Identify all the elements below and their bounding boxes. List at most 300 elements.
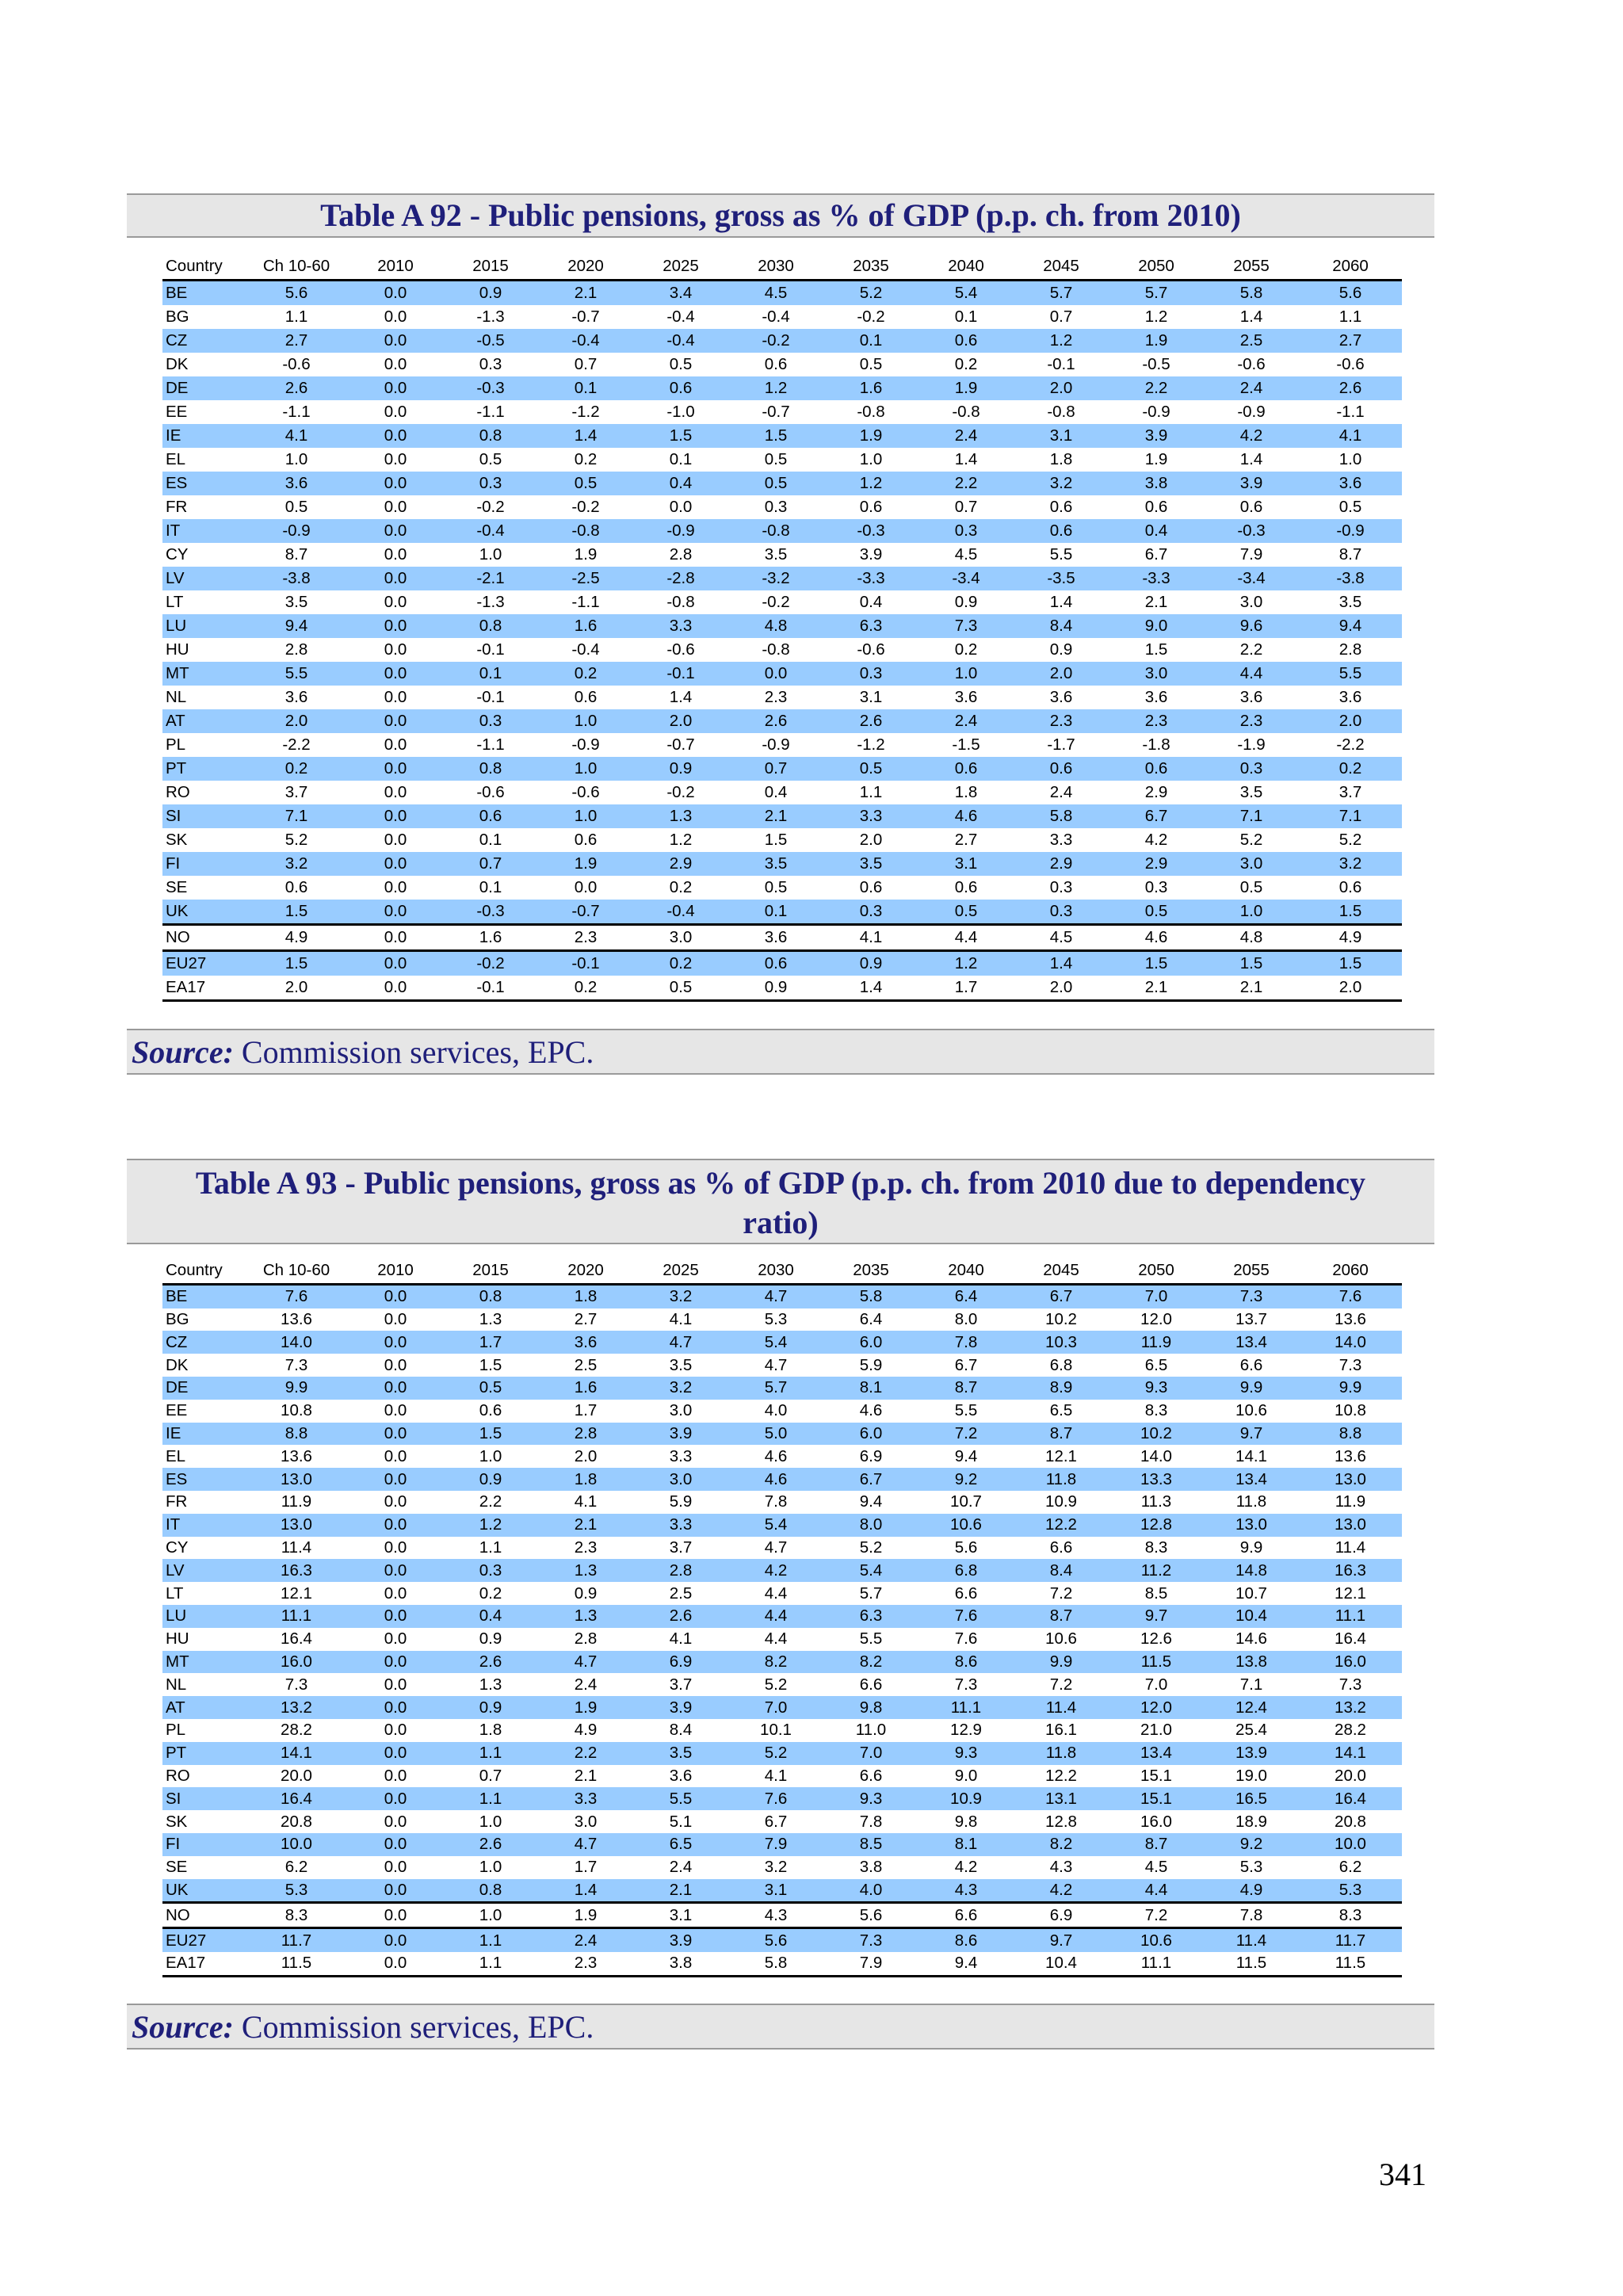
value-cell: -0.1 xyxy=(476,640,505,659)
value-cell: -0.6 xyxy=(571,783,600,801)
value-cell: 10.0 xyxy=(245,1833,348,1856)
value-cell: 3.2 xyxy=(633,1377,728,1400)
country-cell: PT xyxy=(162,1742,245,1765)
value-cell: 0.9 xyxy=(823,951,918,976)
value-cell: 11.1 xyxy=(1299,1605,1402,1628)
value-cell: 3.0 xyxy=(574,1812,598,1831)
value-cell: 6.6 xyxy=(859,1766,883,1785)
value-cell: -0.9 xyxy=(1237,403,1266,421)
country-cell: DK xyxy=(166,355,189,373)
value-cell: 3.6 xyxy=(285,688,308,706)
value-cell: 2.9 xyxy=(1144,783,1168,801)
value-cell: 6.6 xyxy=(1049,1538,1073,1557)
value-cell: -0.8 xyxy=(538,519,633,543)
value-cell: 5.5 xyxy=(1299,662,1402,686)
value-cell: -0.2 xyxy=(476,498,505,516)
value-cell: 1.9 xyxy=(823,424,918,448)
value-cell: -0.7 xyxy=(571,308,600,326)
value-cell: 1.0 xyxy=(538,804,633,828)
value-cell: 11.4 xyxy=(1335,1538,1366,1557)
value-cell: 7.8 xyxy=(859,1812,883,1831)
value-cell: 6.3 xyxy=(823,614,918,638)
value-cell: 9.4 xyxy=(1299,614,1402,638)
value-cell: 4.5 xyxy=(954,545,978,563)
value-cell: 9.4 xyxy=(859,1492,883,1511)
country-cell: HU xyxy=(166,640,189,659)
value-cell: -0.3 xyxy=(443,900,538,925)
value-cell: 3.1 xyxy=(859,688,883,706)
value-cell: 2.3 xyxy=(1109,709,1204,733)
value-cell: 14.1 xyxy=(245,1742,348,1765)
value-cell: 4.6 xyxy=(859,1401,883,1420)
country-cell: MT xyxy=(162,1651,245,1674)
value-cell: 0.7 xyxy=(1049,308,1073,326)
value-cell: 8.7 xyxy=(1014,1605,1109,1628)
value-cell: 18.9 xyxy=(1235,1812,1267,1831)
source-label: Source: xyxy=(132,2009,234,2045)
value-cell: 0.1 xyxy=(954,308,978,326)
value-cell: 0.0 xyxy=(384,1858,407,1877)
value-cell: 7.3 xyxy=(1338,1355,1362,1374)
value-cell: 13.1 xyxy=(1014,1787,1109,1810)
value-cell: 4.3 xyxy=(1049,1858,1073,1877)
value-cell: 4.6 xyxy=(1109,925,1204,951)
table-a92-title: Table A 92 - Public pensions, gross as % of GDP (p.p. ch. from 2010) xyxy=(320,197,1241,233)
value-cell: 3.3 xyxy=(669,1446,693,1465)
value-cell: 1.9 xyxy=(1109,329,1204,353)
value-cell: 0.3 xyxy=(443,472,538,495)
value-cell: 0.6 xyxy=(1049,498,1073,516)
value-cell: 0.6 xyxy=(1014,757,1109,781)
value-cell: 1.2 xyxy=(728,376,823,400)
value-cell: 7.6 xyxy=(1299,1284,1402,1308)
value-cell: 4.9 xyxy=(1299,925,1402,951)
value-cell: 4.2 xyxy=(1014,1879,1109,1903)
value-cell: 0.3 xyxy=(1049,878,1073,896)
value-cell: 1.0 xyxy=(918,662,1014,686)
value-cell: 6.2 xyxy=(285,1858,308,1877)
value-cell: 10.4 xyxy=(1014,1952,1109,1976)
value-cell: -0.4 xyxy=(762,308,790,326)
value-cell: -1.1 xyxy=(476,735,505,754)
value-cell: 0.6 xyxy=(1338,878,1362,896)
value-cell: 1.3 xyxy=(479,1309,502,1328)
country-cell: NO xyxy=(162,925,245,951)
value-cell: 14.0 xyxy=(1299,1331,1402,1354)
value-cell: 13.8 xyxy=(1204,1651,1299,1674)
column-header: 2035 xyxy=(823,254,918,281)
value-cell: 13.0 xyxy=(1204,1514,1299,1537)
value-cell: 1.1 xyxy=(859,783,883,801)
table-row xyxy=(162,852,1402,876)
value-cell: 2.5 xyxy=(1204,329,1299,353)
value-cell: 8.2 xyxy=(823,1651,918,1674)
value-cell: 1.1 xyxy=(443,1787,538,1810)
column-header: 2010 xyxy=(348,254,443,281)
value-cell: 0.7 xyxy=(954,498,978,516)
value-cell: 6.8 xyxy=(1049,1355,1073,1374)
table-row xyxy=(162,305,1402,329)
value-cell: 2.9 xyxy=(1014,852,1109,876)
value-cell: 0.6 xyxy=(633,376,728,400)
country-cell: CY xyxy=(166,545,189,563)
value-cell: -0.5 xyxy=(443,329,538,353)
value-cell: 4.8 xyxy=(1204,925,1299,951)
value-cell: 0.0 xyxy=(348,1284,443,1308)
table-a93-source xyxy=(127,2004,1434,2050)
value-cell: 1.3 xyxy=(479,1675,502,1694)
value-cell: 3.0 xyxy=(1239,593,1263,611)
value-cell: 0.8 xyxy=(443,1284,538,1308)
table-row xyxy=(162,1308,1402,1331)
value-cell: 5.6 xyxy=(728,1928,823,1952)
value-cell: 2.6 xyxy=(633,1605,728,1628)
value-cell: 0.0 xyxy=(348,1787,443,1810)
value-cell: -0.7 xyxy=(538,900,633,925)
value-cell: 8.1 xyxy=(823,1377,918,1400)
value-cell: 2.1 xyxy=(1204,976,1299,1001)
value-cell: 9.3 xyxy=(1109,1377,1204,1400)
table-row xyxy=(162,1903,1402,1928)
value-cell: 4.1 xyxy=(669,1309,693,1328)
value-cell: 0.0 xyxy=(348,1559,443,1582)
table-row xyxy=(162,1582,1402,1605)
value-cell: 14.6 xyxy=(1235,1629,1267,1648)
value-cell: 11.5 xyxy=(1109,1651,1204,1674)
value-cell: 0.2 xyxy=(1299,757,1402,781)
value-cell: 4.6 xyxy=(728,1468,823,1491)
value-cell: 3.0 xyxy=(1204,852,1299,876)
value-cell: -0.1 xyxy=(538,951,633,976)
value-cell: 8.2 xyxy=(728,1651,823,1674)
table-header-row xyxy=(162,1259,1402,1284)
value-cell: 0.6 xyxy=(479,1401,502,1420)
value-cell: 2.2 xyxy=(538,1742,633,1765)
value-cell: 11.4 xyxy=(1204,1928,1299,1952)
value-cell: 3.9 xyxy=(633,1423,728,1446)
value-cell: 12.1 xyxy=(281,1584,312,1603)
country-cell: SE xyxy=(166,878,188,896)
value-cell: 2.4 xyxy=(669,1858,693,1877)
value-cell: 0.0 xyxy=(384,735,407,754)
value-cell: 2.3 xyxy=(538,1952,633,1976)
value-cell: 1.0 xyxy=(479,1446,502,1465)
value-cell: 3.1 xyxy=(728,1879,823,1903)
value-cell: 12.9 xyxy=(950,1721,982,1740)
value-cell: 3.5 xyxy=(633,1742,728,1765)
value-cell: 0.0 xyxy=(348,329,443,353)
value-cell: 2.1 xyxy=(633,1879,728,1903)
value-cell: 0.1 xyxy=(443,662,538,686)
table-row xyxy=(162,448,1402,472)
value-cell: -0.1 xyxy=(476,688,505,706)
value-cell: 5.7 xyxy=(728,1377,823,1400)
page-number: 341 xyxy=(1379,2157,1426,2192)
value-cell: 0.6 xyxy=(954,878,978,896)
value-cell: -0.9 xyxy=(1142,403,1170,421)
value-cell: 0.0 xyxy=(348,1331,443,1354)
value-cell: 4.4 xyxy=(918,925,1014,951)
country-cell: EE xyxy=(166,403,188,421)
value-cell: 0.0 xyxy=(384,308,407,326)
value-cell: 1.5 xyxy=(728,424,823,448)
table-row xyxy=(162,925,1402,951)
value-cell: 5.5 xyxy=(633,1787,728,1810)
value-cell: 6.0 xyxy=(823,1331,918,1354)
value-cell: 2.4 xyxy=(918,709,1014,733)
value-cell: 0.3 xyxy=(1204,757,1299,781)
value-cell: 0.0 xyxy=(348,614,443,638)
value-cell: 2.6 xyxy=(443,1833,538,1856)
value-cell: 1.4 xyxy=(538,424,633,448)
value-cell: 3.6 xyxy=(954,688,978,706)
country-cell: SK xyxy=(166,831,188,849)
value-cell: 3.5 xyxy=(728,852,823,876)
column-header: 2050 xyxy=(1109,254,1204,281)
value-cell: 0.0 xyxy=(384,1675,407,1694)
country-cell: NL xyxy=(166,688,187,706)
country-cell: BE xyxy=(162,1284,245,1308)
value-cell: 16.1 xyxy=(1045,1721,1077,1740)
value-cell: 8.7 xyxy=(918,1377,1014,1400)
value-cell: 0.0 xyxy=(384,1721,407,1740)
column-header: 2060 xyxy=(1299,1259,1402,1284)
value-cell: 0.9 xyxy=(728,976,823,1001)
value-cell: 0.9 xyxy=(443,281,538,306)
value-cell: 0.6 xyxy=(918,329,1014,353)
value-cell: 7.0 xyxy=(728,1696,823,1719)
table-row xyxy=(162,353,1402,376)
value-cell: 11.1 xyxy=(1109,1952,1204,1976)
value-cell: 0.0 xyxy=(384,783,407,801)
value-cell: 11.8 xyxy=(1235,1492,1267,1511)
value-cell: 9.7 xyxy=(1014,1928,1109,1952)
value-cell: 1.3 xyxy=(538,1605,633,1628)
country-cell: RO xyxy=(166,1766,190,1785)
value-cell: 1.1 xyxy=(443,1742,538,1765)
value-cell: 8.6 xyxy=(918,1651,1014,1674)
value-cell: 0.5 xyxy=(479,450,502,468)
value-cell: 9.0 xyxy=(954,1766,978,1785)
value-cell: 4.7 xyxy=(538,1833,633,1856)
value-cell: 5.2 xyxy=(728,1742,823,1765)
value-cell: 12.2 xyxy=(1045,1766,1077,1785)
value-cell: 1.5 xyxy=(764,831,788,849)
value-cell: 1.4 xyxy=(1049,593,1073,611)
value-cell: 13.6 xyxy=(281,1309,312,1328)
value-cell: 0.0 xyxy=(384,1309,407,1328)
value-cell: 0.0 xyxy=(348,1696,443,1719)
value-cell: -0.4 xyxy=(633,900,728,925)
value-cell: 11.5 xyxy=(245,1952,348,1976)
value-cell: 1.0 xyxy=(1204,900,1299,925)
value-cell: -0.2 xyxy=(443,951,538,976)
value-cell: 0.2 xyxy=(669,878,693,896)
value-cell: 1.2 xyxy=(823,472,918,495)
country-cell: ES xyxy=(162,1468,245,1491)
value-cell: 1.7 xyxy=(574,1401,598,1420)
value-cell: 0.3 xyxy=(823,662,918,686)
table-row xyxy=(162,329,1402,353)
table-row xyxy=(162,1514,1402,1537)
value-cell: 4.7 xyxy=(538,1651,633,1674)
value-cell: 0.0 xyxy=(348,567,443,590)
value-cell: 8.4 xyxy=(1014,614,1109,638)
table-row xyxy=(162,424,1402,448)
value-cell: 20.0 xyxy=(281,1766,312,1785)
column-header: 2025 xyxy=(633,254,728,281)
country-cell: LV xyxy=(162,1559,245,1582)
value-cell: -1.3 xyxy=(476,593,505,611)
value-cell: 0.3 xyxy=(823,900,918,925)
value-cell: 3.7 xyxy=(669,1538,693,1557)
value-cell: 3.2 xyxy=(633,1284,728,1308)
value-cell: 1.0 xyxy=(479,545,502,563)
value-cell: 16.4 xyxy=(281,1629,312,1648)
value-cell: 10.0 xyxy=(1299,1833,1402,1856)
table-row xyxy=(162,1400,1402,1423)
country-cell: AT xyxy=(162,709,245,733)
table-row xyxy=(162,614,1402,638)
table-row xyxy=(162,828,1402,852)
country-cell: CZ xyxy=(162,1331,245,1354)
value-cell: 0.1 xyxy=(479,831,502,849)
value-cell: 13.4 xyxy=(1204,1468,1299,1491)
value-cell: 8.8 xyxy=(1299,1423,1402,1446)
value-cell: -1.5 xyxy=(952,735,980,754)
value-cell: 1.2 xyxy=(443,1514,538,1537)
value-cell: 4.2 xyxy=(1204,424,1299,448)
value-cell: 0.1 xyxy=(479,878,502,896)
value-cell: 1.8 xyxy=(538,1468,633,1491)
value-cell: 4.0 xyxy=(823,1879,918,1903)
value-cell: 0.5 xyxy=(1239,878,1263,896)
value-cell: 0.0 xyxy=(384,688,407,706)
value-cell: 10.2 xyxy=(1045,1309,1077,1328)
value-cell: 10.8 xyxy=(281,1401,312,1420)
value-cell: 4.2 xyxy=(954,1858,978,1877)
value-cell: 2.6 xyxy=(728,709,823,733)
value-cell: 2.6 xyxy=(823,709,918,733)
value-cell: 13.0 xyxy=(1299,1514,1402,1537)
value-cell: 20.8 xyxy=(281,1812,312,1831)
value-cell: 2.0 xyxy=(245,976,348,1001)
value-cell: 0.0 xyxy=(348,1605,443,1628)
value-cell: 13.2 xyxy=(245,1696,348,1719)
value-cell: 1.5 xyxy=(245,951,348,976)
value-cell: 4.4 xyxy=(764,1629,788,1648)
value-cell: 3.9 xyxy=(633,1696,728,1719)
value-cell: 9.9 xyxy=(1299,1377,1402,1400)
value-cell: 7.3 xyxy=(285,1355,308,1374)
value-cell: 1.9 xyxy=(918,376,1014,400)
value-cell: 10.1 xyxy=(760,1721,792,1740)
column-header: 2040 xyxy=(918,254,1014,281)
value-cell: 2.3 xyxy=(1204,709,1299,733)
value-cell: 11.8 xyxy=(1014,1468,1109,1491)
value-cell: 1.6 xyxy=(538,614,633,638)
column-header: Country xyxy=(162,1259,245,1284)
country-cell: BG xyxy=(166,1309,189,1328)
value-cell: 7.3 xyxy=(918,614,1014,638)
value-cell: 5.5 xyxy=(954,1401,978,1420)
table-row xyxy=(162,1491,1402,1514)
value-cell: 0.8 xyxy=(443,424,538,448)
value-cell: 13.6 xyxy=(1335,1446,1366,1465)
value-cell: 7.8 xyxy=(1204,1903,1299,1928)
value-cell: 0.0 xyxy=(348,472,443,495)
value-cell: 6.9 xyxy=(859,1446,883,1465)
value-cell: 0.0 xyxy=(384,1538,407,1557)
value-cell: 20.0 xyxy=(1335,1766,1366,1785)
value-cell: 0.6 xyxy=(1239,498,1263,516)
value-cell: 0.3 xyxy=(443,709,538,733)
column-header: Ch 10-60 xyxy=(245,1259,348,1284)
column-header: 2030 xyxy=(728,1259,823,1284)
column-header: 2040 xyxy=(918,1259,1014,1284)
value-cell: -3.4 xyxy=(918,567,1014,590)
value-cell: 10.6 xyxy=(1109,1928,1204,1952)
value-cell: 16.0 xyxy=(1140,1812,1172,1831)
value-cell: 0.5 xyxy=(285,498,308,516)
value-cell: 9.2 xyxy=(918,1468,1014,1491)
value-cell: 3.5 xyxy=(1338,593,1362,611)
column-header: 2055 xyxy=(1204,1259,1299,1284)
value-cell: 5.9 xyxy=(669,1492,693,1511)
value-cell: -1.1 xyxy=(571,593,600,611)
value-cell: 1.6 xyxy=(443,925,538,951)
value-cell: 1.0 xyxy=(443,1903,538,1928)
value-cell: 5.8 xyxy=(728,1952,823,1976)
value-cell: 4.0 xyxy=(764,1401,788,1420)
value-cell: -0.8 xyxy=(857,403,885,421)
value-cell: 7.0 xyxy=(1144,1675,1168,1694)
country-cell: ES xyxy=(162,472,245,495)
value-cell: 7.8 xyxy=(764,1492,788,1511)
value-cell: 0.2 xyxy=(954,355,978,373)
value-cell: 8.9 xyxy=(1014,1377,1109,1400)
value-cell: 0.0 xyxy=(384,593,407,611)
value-cell: 3.5 xyxy=(1239,783,1263,801)
value-cell: 5.2 xyxy=(285,831,308,849)
value-cell: 5.2 xyxy=(823,281,918,306)
value-cell: 0.0 xyxy=(728,662,823,686)
table-row xyxy=(162,1833,1402,1856)
value-cell: 0.5 xyxy=(823,757,918,781)
country-cell: FR xyxy=(166,1492,188,1511)
value-cell: 0.2 xyxy=(954,640,978,659)
value-cell: 1.3 xyxy=(538,1559,633,1582)
value-cell: 3.8 xyxy=(1109,472,1204,495)
value-cell: -0.9 xyxy=(571,735,600,754)
value-cell: 4.1 xyxy=(245,424,348,448)
country-cell: EU27 xyxy=(162,951,245,976)
country-cell: LT xyxy=(166,1584,184,1603)
value-cell: 1.5 xyxy=(1204,951,1299,976)
value-cell: -0.4 xyxy=(666,308,695,326)
value-cell: 11.9 xyxy=(1109,1331,1204,1354)
value-cell: -0.4 xyxy=(571,640,600,659)
value-cell: 0.0 xyxy=(348,1879,443,1903)
value-cell: 3.5 xyxy=(823,852,918,876)
value-cell: 7.3 xyxy=(954,1675,978,1694)
value-cell: 3.5 xyxy=(764,545,788,563)
value-cell: 2.0 xyxy=(859,831,883,849)
value-cell: -1.1 xyxy=(282,403,311,421)
value-cell: 2.8 xyxy=(633,1559,728,1582)
value-cell: 2.2 xyxy=(1239,640,1263,659)
value-cell: 5.2 xyxy=(1338,831,1362,849)
